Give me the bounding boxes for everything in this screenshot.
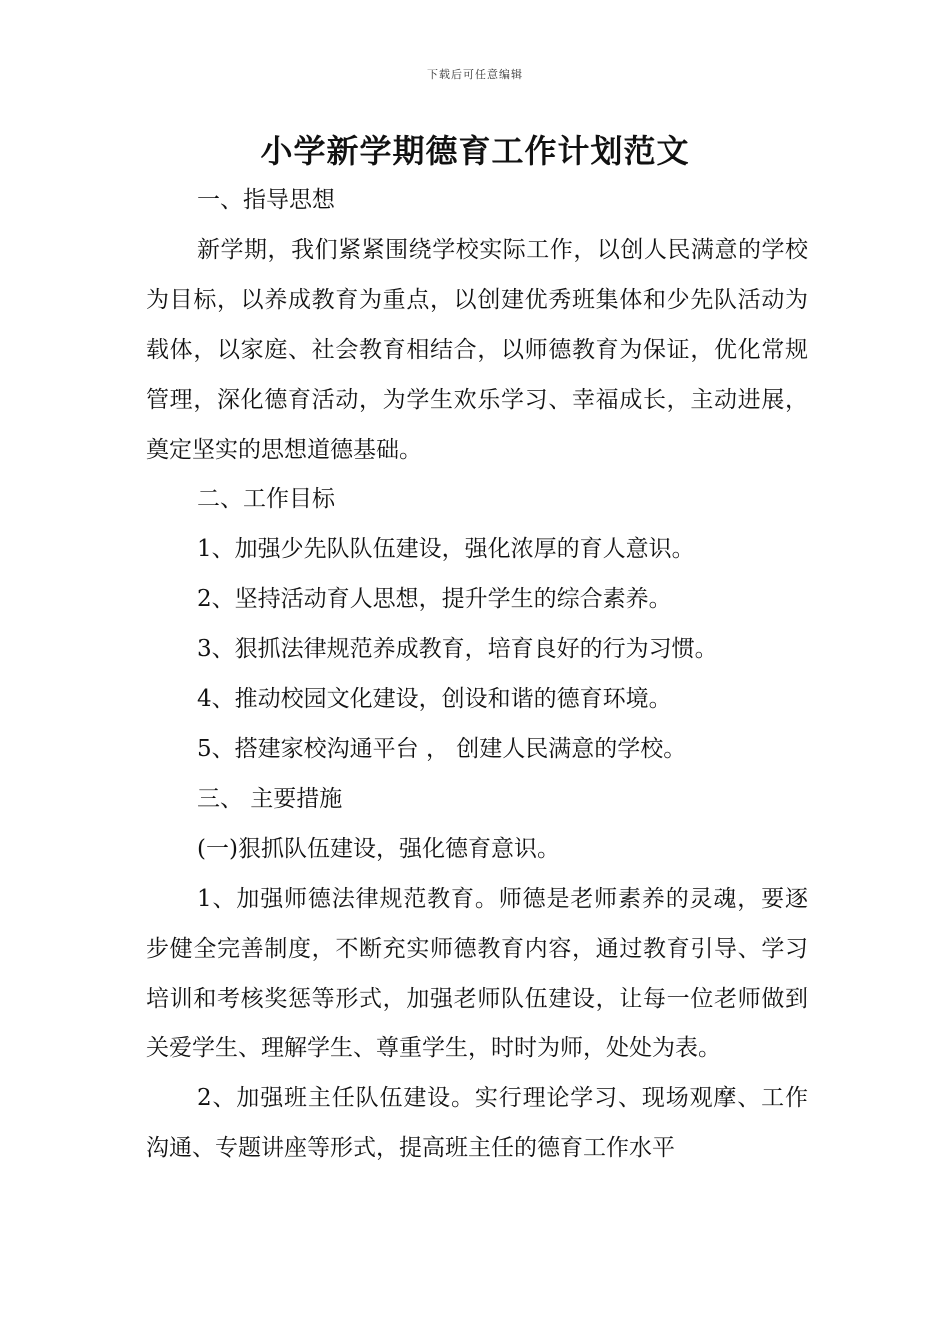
goal-item-5: 5、搭建家校沟通平台 ， 创建人民满意的学校。 [197,735,687,762]
document-body [146,176,808,1174]
document-title: 小学新学期德育工作计划范文 [260,132,690,170]
goal-item-1: 1、加强少先队队伍建设，强化浓厚的育人意识。 [197,536,695,563]
subsection-heading-team-building: (一)狠抓队伍建设，强化德育意识。 [197,835,560,862]
goal-item-3: 3、狠抓法律规范养成教育，培育良好的行为习惯。 [197,636,718,663]
goal-item-2: 2、坚持活动育人思想，提升学生的综合素养。 [197,586,672,613]
section-heading-work-goals: 二、工作目标 [197,486,335,513]
paragraph-guiding-ideology: 新学期，我们紧紧围绕学校实际工作，以创人民满意的学校为目标，以养成教育为重点，以创建优秀班集体和少先队活动为载体，以家庭、社会教育相结合，以师德教育为保证，优化常规管理，深化德育活动，为学生欢乐学习、幸福成长，主动进展，奠定坚实的思想道德基础。 [146,236,808,463]
measure-paragraph-2: 2、加强班主任队伍建设。实行理论学习、现场观摩、工作沟通、专题讲座等形式，提高班主任的德育工作水平 [146,1085,808,1162]
measure-paragraph-1: 1、加强师德法律规范教育。师德是老师素养的灵魂，要逐步健全完善制度，不断充实师德教育内容，通过教育引导、学习培训和考核奖惩等形式，加强老师队伍建设，让每一位老师做到关爱学生、理解学生、尊重学生，时时为师，处处为表。 [146,885,808,1062]
goal-item-4: 4、推动校园文化建设，创设和谐的德育环境。 [197,686,672,713]
section-heading-main-measures: 三、 主要措施 [197,785,343,812]
header-note: 下载后可任意编辑 [427,68,523,81]
section-heading-guiding-ideology: 一、指导思想 [197,187,335,213]
